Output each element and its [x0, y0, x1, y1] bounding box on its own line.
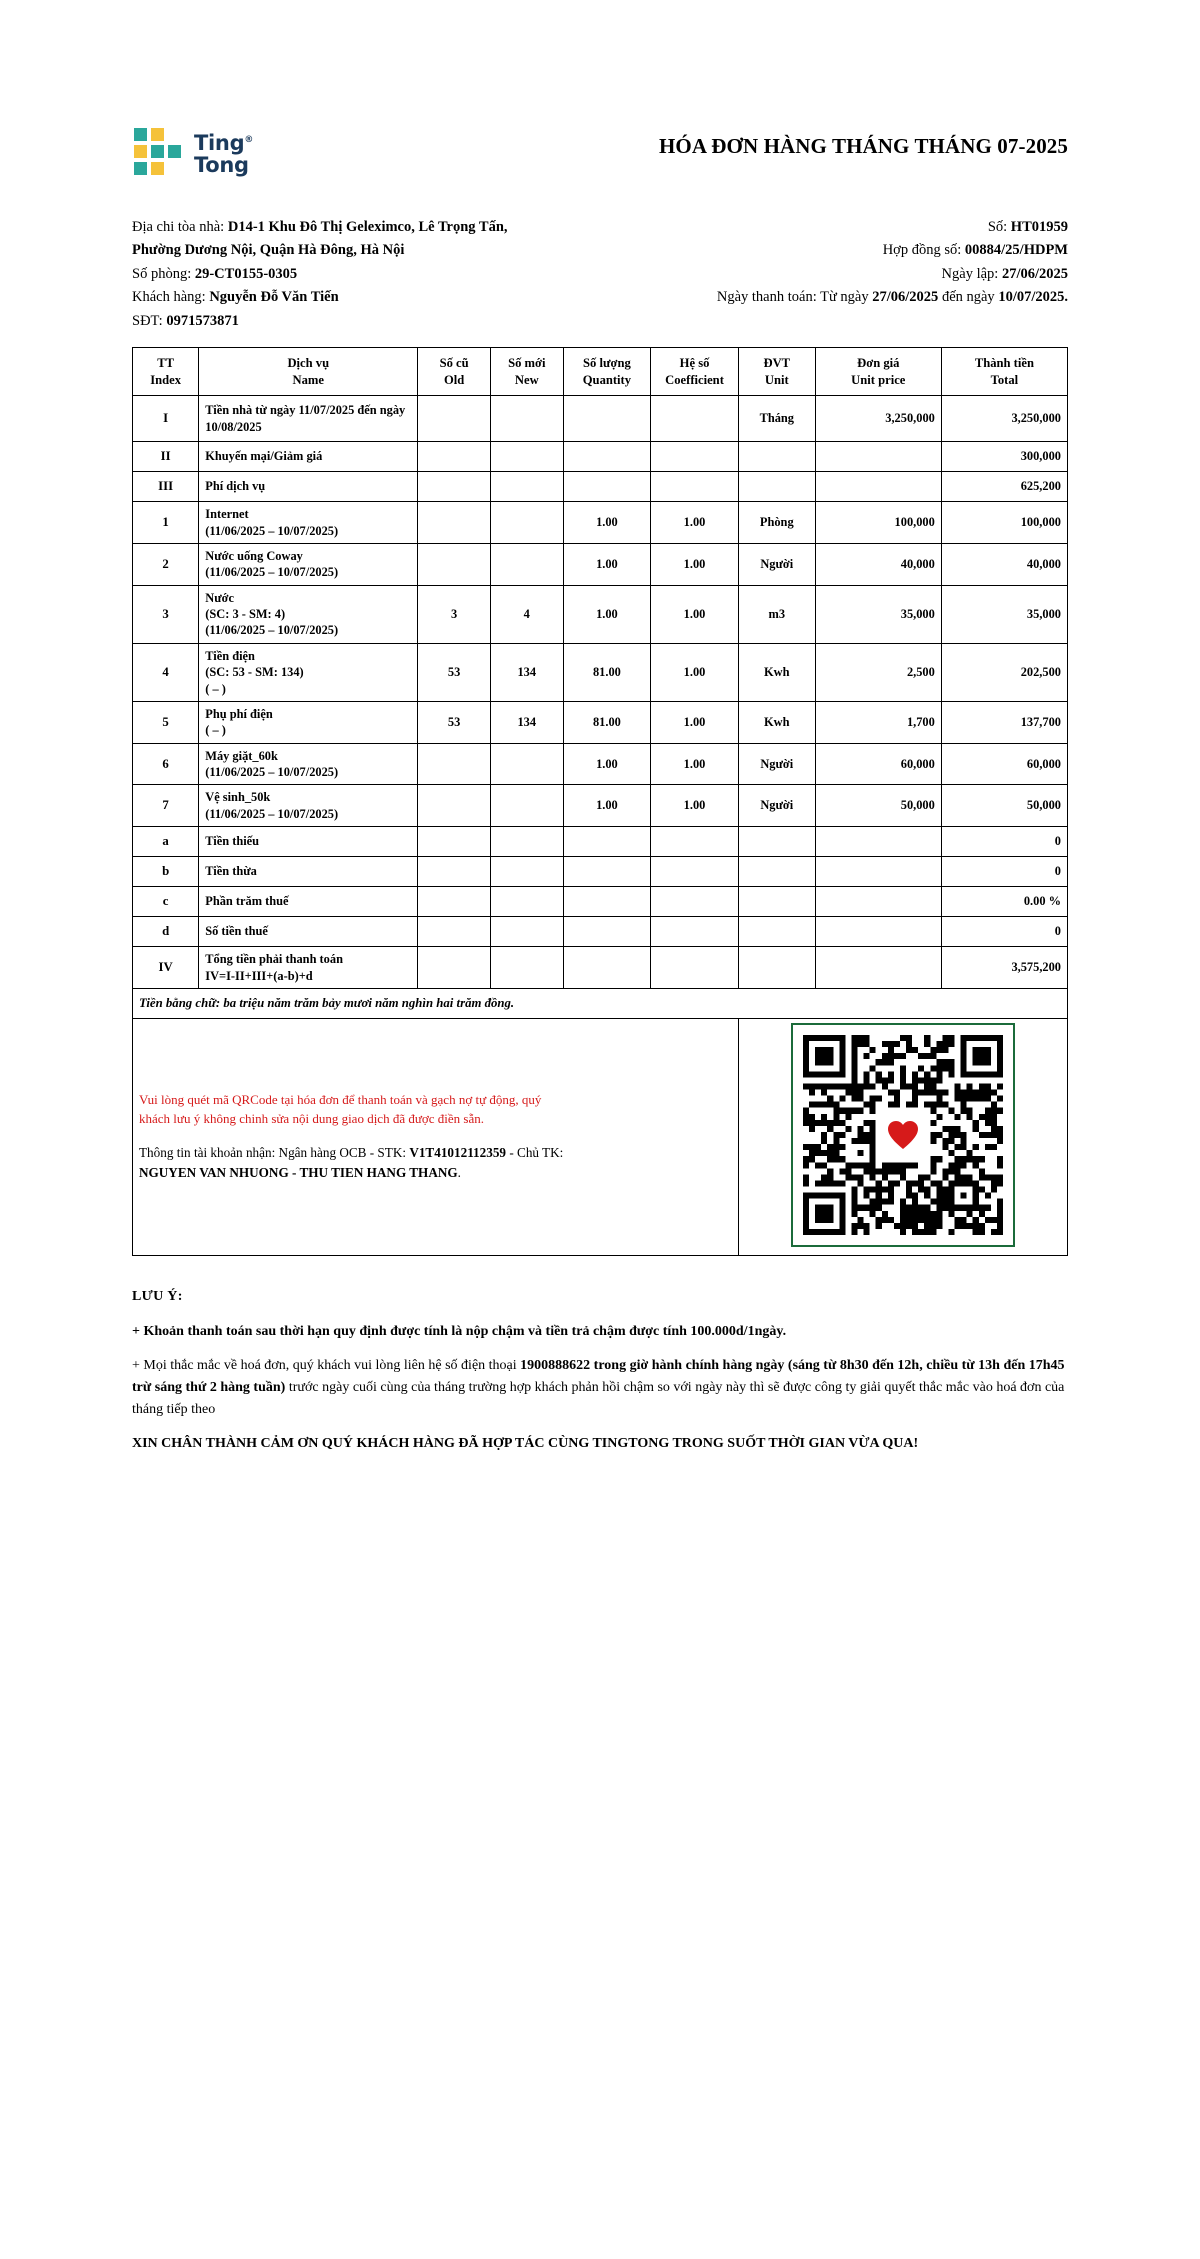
table-row	[133, 857, 1068, 887]
column-header-line1: Đơn giá	[857, 356, 900, 371]
row-total: 0.00 %	[941, 887, 1067, 917]
table-row	[133, 643, 1068, 701]
row-coefficient	[651, 917, 739, 947]
paydate-to: 10/07/2025.	[998, 289, 1068, 306]
table-row	[133, 887, 1068, 917]
column-header-line1: Số cũ	[439, 356, 469, 371]
row-unit-price	[815, 442, 941, 472]
column-header-line1: Dịch vụ	[287, 356, 330, 371]
row-old-reading	[418, 887, 491, 917]
row-index: 1	[133, 502, 199, 544]
table-row	[133, 785, 1068, 827]
row-new-reading	[490, 857, 563, 887]
row-coefficient	[651, 857, 739, 887]
row-unit: Kwh	[738, 701, 815, 743]
room-value: 29-CT0155-0305	[194, 265, 298, 282]
row-old-reading	[418, 827, 491, 857]
contract-value: 00884/25/HDPM	[964, 242, 1068, 259]
row-unit: m3	[738, 585, 815, 643]
invoice-meta	[132, 216, 1068, 333]
row-service-name: Tiền thừa	[199, 857, 418, 887]
row-old-reading	[418, 396, 491, 442]
qr-code-cell	[738, 1018, 1067, 1255]
row-index: II	[133, 442, 199, 472]
column-header	[941, 348, 1067, 396]
row-new-reading	[490, 396, 563, 442]
row-new-reading	[490, 947, 563, 989]
row-quantity: 1.00	[563, 543, 651, 585]
table-row	[133, 585, 1068, 643]
row-new-reading	[490, 917, 563, 947]
row-quantity	[563, 827, 651, 857]
row-index: a	[133, 827, 199, 857]
row-quantity: 81.00	[563, 701, 651, 743]
column-header-line2: Unit	[764, 372, 789, 387]
row-index: III	[133, 472, 199, 502]
row-total: 0	[941, 827, 1067, 857]
row-old-reading	[418, 442, 491, 472]
row-service-name: Nước (SC: 3 - SM: 4) (11/06/2025 – 10/07/2025)	[199, 585, 418, 643]
row-unit	[738, 857, 815, 887]
column-header-line1: Thành tiền	[974, 356, 1034, 371]
customer-label: Khách hàng:	[132, 289, 206, 306]
column-header-line2: New	[514, 372, 539, 387]
bank-account-number: V1T41012112359	[409, 1144, 507, 1160]
row-new-reading	[490, 827, 563, 857]
column-header-line2: Quantity	[582, 372, 632, 387]
row-new-reading: 134	[490, 701, 563, 743]
row-service-name: Số tiền thuế	[199, 917, 418, 947]
row-old-reading	[418, 917, 491, 947]
row-total: 3,250,000	[941, 396, 1067, 442]
payment-row	[133, 1018, 1068, 1255]
invoice-table	[132, 347, 1068, 1255]
note-line-2-b: 1900888622 trong giờ hành chính hàng ngày (sáng từ 8h30 đến 12h, chiều từ 13h đến 17h45 trừ sáng thứ 2 hàng tuần)	[132, 1357, 1065, 1396]
brand-line-1: Ting	[194, 130, 245, 155]
column-header-line2: Total	[990, 372, 1019, 387]
row-coefficient: 1.00	[651, 743, 739, 785]
row-total: 625,200	[941, 472, 1067, 502]
row-total: 202,500	[941, 643, 1067, 701]
row-quantity	[563, 442, 651, 472]
row-total: 0	[941, 917, 1067, 947]
address-value-line1: D14-1 Khu Đô Thị Geleximco, Lê Trọng Tấn,	[227, 219, 508, 235]
row-new-reading: 134	[490, 643, 563, 701]
row-service-name: Tiền điện (SC: 53 - SM: 134) ( – )	[199, 643, 418, 701]
room-label: Số phòng:	[132, 265, 192, 282]
row-unit	[738, 472, 815, 502]
row-coefficient: 1.00	[651, 785, 739, 827]
invoice-no-value: HT01959	[1010, 219, 1068, 235]
customer-value: Nguyễn Đỗ Văn Tiến	[209, 289, 339, 306]
notes-section	[132, 1286, 1068, 1455]
row-service-name: Phần trăm thuế	[199, 887, 418, 917]
row-coefficient	[651, 827, 739, 857]
bank-info-suffix: .	[457, 1165, 461, 1181]
column-header	[133, 348, 199, 396]
bank-info-mid: - Chủ TK:	[506, 1144, 564, 1160]
row-coefficient	[651, 396, 739, 442]
row-index: 2	[133, 543, 199, 585]
column-header-line2: Old	[443, 372, 465, 387]
row-new-reading	[490, 743, 563, 785]
registered-mark: ®	[244, 134, 254, 145]
row-unit: Người	[738, 785, 815, 827]
row-old-reading: 53	[418, 701, 491, 743]
address-value-line2: Phường Dương Nội, Quận Hà Đông, Hà Nội	[132, 242, 405, 259]
column-header-line1: ĐVT	[763, 356, 791, 371]
row-coefficient	[651, 887, 739, 917]
table-row	[133, 396, 1068, 442]
phone-value: 0971573871	[166, 312, 239, 329]
row-total: 40,000	[941, 543, 1067, 585]
row-unit-price	[815, 472, 941, 502]
row-service-name: Máy giặt_60k (11/06/2025 – 10/07/2025)	[199, 743, 418, 785]
row-unit	[738, 442, 815, 472]
row-coefficient	[651, 947, 739, 989]
row-old-reading	[418, 857, 491, 887]
column-header-line2: Coefficient	[665, 372, 724, 387]
tingtong-logo-icon	[132, 126, 186, 182]
row-unit: Tháng	[738, 396, 815, 442]
table-row	[133, 827, 1068, 857]
heart-icon	[880, 1112, 926, 1158]
row-unit	[738, 827, 815, 857]
row-unit	[738, 917, 815, 947]
document-header	[132, 118, 1068, 182]
column-header	[651, 348, 739, 396]
row-unit: Người	[738, 743, 815, 785]
row-old-reading: 53	[418, 643, 491, 701]
row-quantity: 1.00	[563, 585, 651, 643]
row-coefficient: 1.00	[651, 502, 739, 544]
row-new-reading	[490, 543, 563, 585]
thanks-note: XIN CHÂN THÀNH CẢM ƠN QUÝ KHÁCH HÀNG ĐÃ HỢP TÁC CÙNG TINGTONG TRONG SUỐT THỜI GIAN VỪA QUA!	[132, 1435, 919, 1451]
row-service-name: Tiền nhà từ ngày 11/07/2025 đến ngày 10/08/2025	[199, 396, 418, 442]
row-quantity	[563, 917, 651, 947]
column-header	[418, 348, 491, 396]
table-header-row	[133, 348, 1068, 396]
column-header-line2: Index	[150, 372, 182, 387]
phone-label: SĐT:	[132, 312, 163, 329]
row-unit-price: 3,250,000	[815, 396, 941, 442]
row-old-reading	[418, 472, 491, 502]
row-total: 50,000	[941, 785, 1067, 827]
note-line-2	[132, 1355, 1068, 1422]
row-quantity: 81.00	[563, 643, 651, 701]
row-service-name: Phí dịch vụ	[199, 472, 418, 502]
row-unit-price: 60,000	[815, 743, 941, 785]
row-quantity: 1.00	[563, 743, 651, 785]
row-unit: Phòng	[738, 502, 815, 544]
amount-in-words-row	[133, 988, 1068, 1018]
row-coefficient: 1.00	[651, 643, 739, 701]
row-service-name: Nước uống Coway (11/06/2025 – 10/07/2025)	[199, 543, 418, 585]
created-label: Ngày lập:	[941, 265, 999, 282]
bank-info-prefix: Thông tin tài khoản nhận: Ngân hàng OCB - STK:	[139, 1144, 410, 1160]
column-header	[199, 348, 418, 396]
row-new-reading: 4	[490, 585, 563, 643]
row-coefficient: 1.00	[651, 701, 739, 743]
row-service-name: Internet (11/06/2025 – 10/07/2025)	[199, 502, 418, 544]
column-header-line1: Số mới	[508, 356, 546, 371]
row-unit-price: 1,700	[815, 701, 941, 743]
row-unit-price: 2,500	[815, 643, 941, 701]
invoice-no-label: Số:	[987, 219, 1008, 235]
row-unit	[738, 947, 815, 989]
note-line-2-a: + Mọi thắc mắc về hoá đơn, quý khách vui lòng liên hệ số điện thoại	[132, 1357, 521, 1373]
invoice-table-body	[133, 396, 1068, 989]
bank-account-name: NGUYEN VAN NHUONG - THU TIEN HANG THANG	[139, 1165, 458, 1181]
row-new-reading	[490, 472, 563, 502]
row-quantity	[563, 857, 651, 887]
row-unit: Kwh	[738, 643, 815, 701]
row-unit: Người	[738, 543, 815, 585]
row-quantity	[563, 472, 651, 502]
row-new-reading	[490, 785, 563, 827]
amount-in-words: Tiền bằng chữ: ba triệu năm trăm bảy mươi năm nghìn hai trăm đồng.	[133, 988, 1068, 1018]
row-unit-price	[815, 947, 941, 989]
column-header	[563, 348, 651, 396]
table-row	[133, 472, 1068, 502]
row-service-name: Vệ sinh_50k (11/06/2025 – 10/07/2025)	[199, 785, 418, 827]
table-row	[133, 947, 1068, 989]
row-coefficient: 1.00	[651, 585, 739, 643]
note-line-2-c: trước ngày cuối cùng của tháng trường hợp khách phản hồi chậm so với ngày này thì sẽ được công ty giải quyết thắc mắc vào hoá đơn của tháng tiếp theo	[132, 1380, 1065, 1418]
paydate-from: 27/06/2025	[872, 289, 939, 306]
row-unit-price	[815, 827, 941, 857]
row-total: 300,000	[941, 442, 1067, 472]
qr-code-frame	[791, 1023, 1015, 1247]
row-index: I	[133, 396, 199, 442]
page-title: HÓA ĐƠN HÀNG THÁNG THÁNG 07-2025	[658, 134, 1068, 158]
row-index: b	[133, 857, 199, 887]
row-old-reading: 3	[418, 585, 491, 643]
row-index: d	[133, 917, 199, 947]
note-line-1: + Khoản thanh toán sau thời hạn quy định được tính là nộp chậm và tiền trả chậm được tính 100.000d/1ngày.	[132, 1324, 787, 1340]
row-quantity: 1.00	[563, 785, 651, 827]
table-row	[133, 743, 1068, 785]
row-index: c	[133, 887, 199, 917]
contract-label: Hợp đồng số:	[882, 242, 962, 259]
table-row	[133, 917, 1068, 947]
column-header	[815, 348, 941, 396]
row-old-reading	[418, 543, 491, 585]
column-header-line1: TT	[157, 356, 175, 371]
address-label: Địa chi tòa nhà:	[132, 219, 225, 235]
created-value: 27/06/2025	[1001, 265, 1068, 282]
column-header-line2: Name	[292, 372, 325, 387]
row-new-reading	[490, 887, 563, 917]
row-total: 3,575,200	[941, 947, 1067, 989]
row-service-name: Phụ phí điện ( – )	[199, 701, 418, 743]
row-service-name: Tiền thiếu	[199, 827, 418, 857]
row-old-reading	[418, 502, 491, 544]
row-old-reading	[418, 785, 491, 827]
row-quantity	[563, 396, 651, 442]
row-new-reading	[490, 442, 563, 472]
invoice-table-footer	[133, 988, 1068, 1255]
row-total: 0	[941, 857, 1067, 887]
qr-notice-text: Vui lòng quét mã QRCode tại hóa đơn để thanh toán và gạch nợ tự động, quý khách lưu ý không chinh sửa nội dung giao dịch đã được điền sẵn.	[139, 1091, 542, 1127]
row-coefficient	[651, 472, 739, 502]
row-coefficient	[651, 442, 739, 472]
row-unit-price: 35,000	[815, 585, 941, 643]
brand-wordmark	[194, 132, 253, 177]
paydate-label: Ngày thanh toán: Từ ngày	[716, 289, 869, 306]
invoice-table-head	[133, 348, 1068, 396]
row-service-name: Tổng tiền phải thanh toán IV=I-II+III+(a-b)+d	[199, 947, 418, 989]
column-header-line1: Số lượng	[583, 356, 631, 371]
row-index: 6	[133, 743, 199, 785]
row-coefficient: 1.00	[651, 543, 739, 585]
row-quantity	[563, 887, 651, 917]
table-row	[133, 502, 1068, 544]
row-index: 4	[133, 643, 199, 701]
row-unit-price	[815, 857, 941, 887]
column-header-line1: Hệ số	[679, 356, 710, 371]
row-unit-price	[815, 917, 941, 947]
row-index: 3	[133, 585, 199, 643]
column-header	[490, 348, 563, 396]
row-index: 7	[133, 785, 199, 827]
row-old-reading	[418, 947, 491, 989]
bank-account-info	[139, 1143, 589, 1184]
brand-logo	[132, 118, 253, 182]
brand-line-2: Tong	[194, 153, 249, 177]
table-row	[133, 442, 1068, 472]
row-unit-price	[815, 887, 941, 917]
row-unit-price: 100,000	[815, 502, 941, 544]
notes-title: LƯU Ý:	[132, 1288, 183, 1304]
row-unit	[738, 887, 815, 917]
row-old-reading	[418, 743, 491, 785]
row-total: 137,700	[941, 701, 1067, 743]
row-quantity: 1.00	[563, 502, 651, 544]
paydate-mid: đến ngày	[941, 289, 995, 306]
row-index: 5	[133, 701, 199, 743]
column-header	[738, 348, 815, 396]
row-new-reading	[490, 502, 563, 544]
row-total: 60,000	[941, 743, 1067, 785]
row-total: 100,000	[941, 502, 1067, 544]
table-row	[133, 543, 1068, 585]
row-unit-price: 40,000	[815, 543, 941, 585]
payment-info-cell	[133, 1018, 739, 1255]
column-header-line2: Unit price	[851, 372, 906, 387]
row-service-name: Khuyến mại/Giảm giá	[199, 442, 418, 472]
row-total: 35,000	[941, 585, 1067, 643]
table-row	[133, 701, 1068, 743]
row-quantity	[563, 947, 651, 989]
row-index: IV	[133, 947, 199, 989]
row-unit-price: 50,000	[815, 785, 941, 827]
